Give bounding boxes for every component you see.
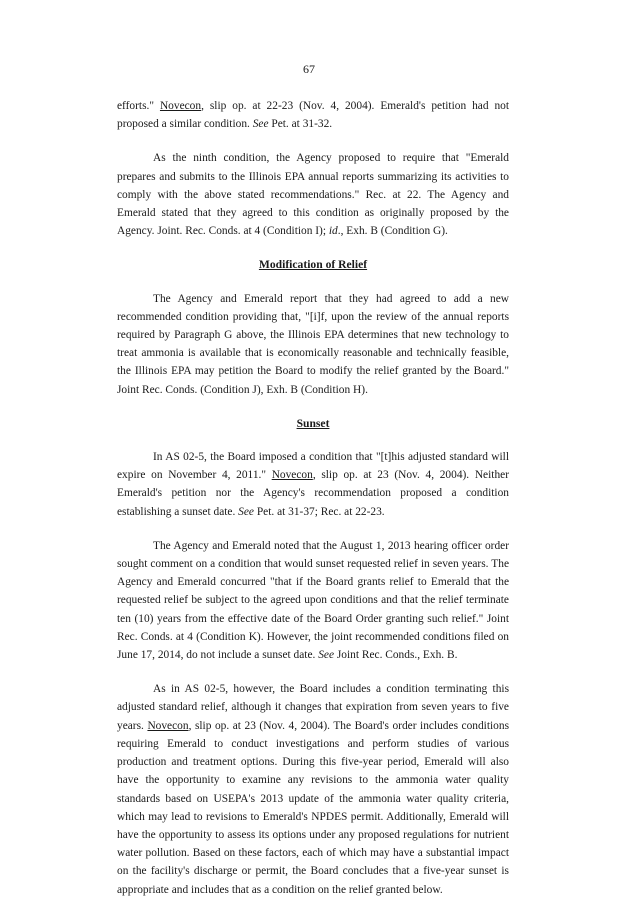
heading-sunset: Sunset bbox=[296, 416, 330, 430]
see-signal: See bbox=[318, 649, 335, 662]
case-citation: Novecon bbox=[147, 719, 189, 732]
case-citation: Novecon bbox=[159, 100, 202, 112]
see-signal: See bbox=[252, 118, 269, 131]
paragraph-efforts: efforts." Novecon, slip op. at 22-23 (Nov. 4, 2004). Emerald's petition had not proposed a similar condition. See Pet. at 31-32. bbox=[117, 100, 509, 131]
paragraph-modification: The Agency and Emerald report that they had agreed to add a new recommended condition providing that, "[i]f, upon the review of the annual reports required by Paragraph G above, the Illinois EPA determines that new technology to treat ammonia is available that is economically reasonable and technically feasible, the Illinois EPA may petition the Board to modify the relief granted by the Board." Joint Rec. Conds. (Condition J), Exh. B (Condition H). bbox=[117, 292, 509, 396]
paragraph-five-year-sunset: As in AS 02-5, however, the Board includes a condition terminating this adjusted standard relief, although it changes that expiration from seven years to five years. Novecon, slip op. at 23 (Nov. 4, 2004). The Board's order includes conditions requiring Emerald to conduct investigations and perform studies of various production and treatment options. During this five-year period, Emerald will also have the opportunity to examine any revisions to the ammonia water quality standards based on USEPA's 2013 update of the ammonia water quality criteria, which may lead to revisions to Emerald's NPDES permit. Additionally, Emerald will have the opportunity to assess its options under any proposed regulations for nutrient water pollution. Based on these factors, each of which may have a substantial impact on the facility's discharge or permit, the Board concludes that a five-year sunset is appropriate and includes that as a condition on the relief granted below. bbox=[117, 683, 509, 896]
paragraph-as-02-5: In AS 02-5, the Board imposed a condition that "[t]his adjusted standard will expire on November 4, 2011." Novecon, slip op. at 23 (Nov. 4, 2004). Neither Emerald's petition nor the Agency's recommendation proposed a condition establishing a sunset date. See Pet. at 31-37; Rec. at 22-23. bbox=[117, 451, 509, 518]
paragraph-ninth-condition: As the ninth condition, the Agency proposed to require that "Emerald prepares and submits to the Illinois EPA annual reports summarizing its activities to comply with the above stated recommendations." Rec. at 22. The Agency and Emerald stated that they agreed to this condition as originally proposed by the Agency. Joint. Rec. Conds. at 4 (Condition I); id., Exh. B (Condition G). bbox=[117, 152, 509, 238]
heading-modification-of-relief: Modification of Relief bbox=[258, 258, 368, 272]
case-citation: Novecon bbox=[271, 469, 313, 482]
see-signal: See bbox=[238, 505, 254, 518]
paragraph-hearing-officer-order: The Agency and Emerald noted that the August 1, 2013 hearing officer order sought comment on a condition that would sunset requested relief in seven years. The Agency and Emerald concurred "that if the Board grants relief to Emerald that the requested relief be subject to the agreed upon conditions and that the relief terminate ten (10) years from the effective date of the Board Order granting such relief." Joint Rec. Conds. at 4 (Condition K). However, the joint recommended conditions filed on June 17, 2014, do not include a sunset date. See Joint Rec. Conds., Exh. B. bbox=[117, 539, 509, 662]
document-body bbox=[117, 97, 509, 915]
page-number: 67 bbox=[303, 62, 315, 76]
id-signal: id bbox=[328, 225, 338, 238]
